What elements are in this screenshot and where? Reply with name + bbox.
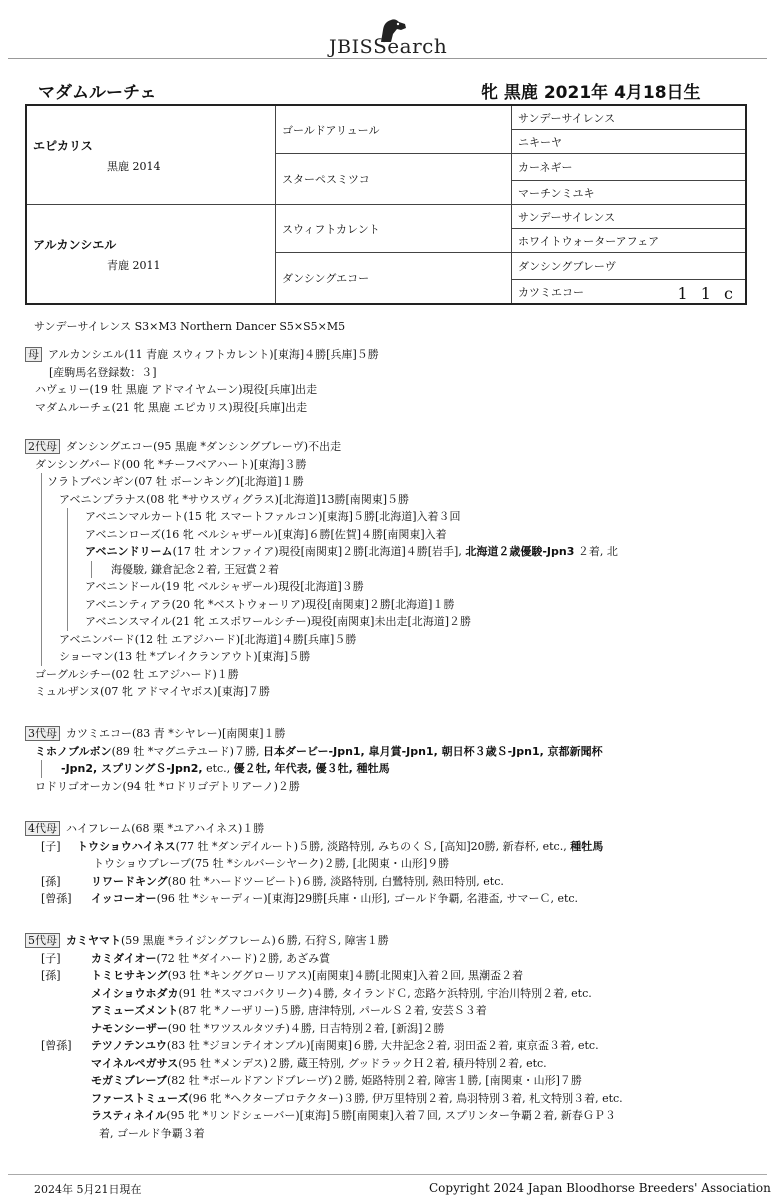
- section-tag: 3代母: [25, 726, 60, 741]
- sire-sire-dam[interactable]: ニキーヤ: [512, 130, 747, 154]
- horse-link[interactable]: ファーストミューズ: [91, 1091, 189, 1105]
- family-row: ナモンシーザー(90 牡 *ワツスルタツチ)４勝, 日吉特別２着, [新潟]２勝: [91, 1021, 445, 1035]
- footer-rule: [8, 1174, 767, 1175]
- family-row: マイネルペガサス(95 牡 *メンデス)２勝, 蔵王特別, グッドラックＨ２着, 積丹特別２着, etc.: [91, 1056, 547, 1070]
- horse-info: 牝 黒鹿 2021年 4月18日生: [481, 83, 701, 103]
- logo-text: [329, 34, 447, 58]
- dam-dam[interactable]: ダンシングエコー: [276, 253, 512, 305]
- dam-line: ダンシングエコー(95 黒鹿 *ダンシングブレーヴ)不出走: [66, 440, 342, 453]
- horse-link[interactable]: ミホノブルボン: [35, 744, 112, 758]
- section-tag: 母: [25, 347, 42, 362]
- family-row: ゴーグルシチー(02 牡 エアジハード)１勝: [35, 667, 239, 681]
- horse-link[interactable]: アベニンドリーム: [85, 545, 173, 558]
- dam-sire-sire[interactable]: サンデーサイレンス: [512, 205, 747, 229]
- horse-link[interactable]: トミヒサキング: [91, 969, 168, 982]
- family-row: ショーマン(13 牡 *ブレイクランアウト)[東海]５勝: [25, 648, 765, 666]
- family-row: メイショウホダカ(91 牡 *スマコバクリーク)４勝, タイランドＣ, 恋路ケ浜特別, 宇治川特別２着, etc.: [91, 986, 592, 1000]
- section-tag: 4代母: [25, 821, 60, 836]
- family-row: ラスティネイル(95 牝 *リンドシェーバー)[東海]５勝[南関東]入着７回, スプリンター争覇２着, 新春ＧＰ３: [91, 1109, 616, 1122]
- family-row: ダンシングバード(00 牝 *チーフベアハート)[東海]３勝: [35, 457, 307, 471]
- dam-sub: 青鹿 2011: [107, 258, 161, 272]
- dam-dam-dam[interactable]: カツミエコー: [518, 285, 584, 299]
- horse-link[interactable]: モガミブレーブ: [91, 1074, 168, 1087]
- family-row: [曾孫] イッコーオー(96 牡 *シャーディー)[東海]29勝[兵庫・山形], ゴールド争覇, 名港盃, サマーＣ, etc.: [41, 892, 579, 905]
- sire-cell: [26, 105, 276, 205]
- logo-suffix: Search: [373, 34, 448, 58]
- family-row: ミュルザンヌ(07 牝 アドマイヤボス)[東海]７勝: [35, 685, 271, 698]
- family-number: 1 1 c: [677, 283, 737, 303]
- section-tag: 2代母: [25, 439, 60, 454]
- horse-link[interactable]: ラスティネイル: [91, 1109, 167, 1122]
- horse-link[interactable]: カミヤマト: [66, 934, 121, 947]
- family-row: ソラトブペンギン(07 牡 ボーンキング)[北海道]１勝: [25, 473, 765, 491]
- family-row-cont: 海優駿, 鎌倉記念２着, 王冠賞２着: [25, 561, 765, 579]
- family-row: アミューズメント(87 牝 *ノーザリー)５勝, 唐津特別, パールＳ２着, 安芸Ｓ３着: [91, 1004, 487, 1017]
- copyright: Copyright 2024 Japan Bloodhorse Breeders' Association: [429, 1181, 771, 1195]
- inbreeding-line: サンデーサイレンス S3×M3 Northern Dancer S5×S5×M5: [34, 320, 346, 333]
- section-3rd-dam: [25, 725, 765, 795]
- offspring-row: ハヴェリー(19 牡 黒鹿 アドマイヤムーン)現役[兵庫]出走: [35, 383, 318, 396]
- horse-link[interactable]: メイショウホダカ: [91, 986, 179, 1000]
- sire-dam-sire[interactable]: カーネギー: [512, 154, 747, 181]
- sire-dam-dam[interactable]: マーチンミユキ: [512, 181, 747, 205]
- sire-sire[interactable]: ゴールドアリュール: [276, 105, 512, 154]
- family-row: アベニンローズ(16 牝 ベルシャザール)[東海]６勝[佐賀]４勝[南関東]入着: [25, 526, 765, 544]
- family-row: モガミブレーブ(82 牡 *ボールドアンドブレーヴ)２勝, 姫路特別２着, 障害１勝, [南関東・山形]７勝: [91, 1074, 582, 1087]
- as-of-date: 2024年 5月21日現在: [34, 1183, 142, 1196]
- dam-cell: [26, 205, 276, 305]
- family-row: トウショウブレーブ(75 牡 *シルバーシヤーク)２勝, [北関東・山形]９勝: [93, 857, 450, 870]
- horse-link[interactable]: アミューズメント: [91, 1004, 179, 1017]
- section-dam: [25, 346, 765, 416]
- dam-line: ハイフレーム(68 栗 *ユアハイネス)１勝: [66, 822, 265, 835]
- dam-dam-dam-cell: [512, 280, 747, 305]
- logo-prefix: JBIS: [329, 36, 374, 58]
- dam-line: アルカンシエル(11 青鹿 スウィフトカレント)[東海]４勝[兵庫]５勝: [48, 348, 379, 361]
- sire-name[interactable]: エピカリス: [33, 138, 93, 153]
- family-row-highlight: アベニンドリーム(17 牡 オンファイア)現役[南関東]２勝[北海道]４勝[岩手], 北海道２歳優駿-Jpn3 ２着, 北: [25, 543, 765, 561]
- section-2nd-dam: [25, 438, 765, 701]
- sire-sub: 黒鹿 2014: [107, 159, 161, 173]
- sire-dam[interactable]: スターペスミツコ: [276, 154, 512, 205]
- dam-name[interactable]: アルカンシエル: [33, 237, 117, 252]
- family-row: アベニンティアラ(20 牝 *ベストウォーリア)現役[南関東]２勝[北海道]１勝: [25, 596, 765, 614]
- family-row: アベニンドール(19 牝 ベルシャザール)現役[北海道]３勝: [25, 578, 765, 596]
- family-row: [子] カミダイオー(72 牡 *ダイハード)２勝, あざみ賞: [41, 951, 331, 965]
- horse-link[interactable]: ナモンシーザー: [91, 1021, 168, 1035]
- offspring-count: [産駒馬名登録数：３]: [49, 365, 157, 379]
- dam-line: カツミエコー(83 青 *シヤレー)[南関東]１勝: [66, 727, 286, 740]
- header-rule: [8, 58, 767, 59]
- section-5th-dam: 5代母 カミヤマト(59 黒鹿 *ライジングフレーム)６勝, 石狩Ｓ, 障害１勝 [子] カミダイオー(72 牡 *ダイハード)２勝, あざみ賞 [孫] トミヒサキング(93 牡 *キンググローリアス)[南関東]４勝[北関東]入着２回, 黒潮盃２着 メイショウホダカ(91 牡 *スマコバクリーク)４勝, タイランドＣ, 恋路ケ浜特別, 宇治川特別２着, etc. アミューズメント(87 牝 *ノーザリー)５勝, 唐津特別, パールＳ２着, 安芸Ｓ３着 ナモンシーザー(90 牡 *ワツスルタツチ)４勝, 日吉特別２着, [新潟]２勝 [曾孫] テツノテンユウ(83 牡 *ジヨンテイオンブル)[南関東]６勝, 大井記念２着, 羽田盃２着, 東京盃３着, etc. マイネルペガサス(95 牡 *メンデス)２勝, 蔵王特別, グッドラックＨ２着, 積丹特別２着, etc. モガミブレーブ(82 牡 *ボールドアンドブレーヴ)２勝, 姫路特別２着, 障害１勝, [南関東・山形]７勝 ファーストミューズ(96 牝 *ヘクタープロテクター)３勝, 伊万里特別２着, 鳥羽特別３着, 札文特別３着, etc. ラスティネイル(95 牝 *リンドシェーバー)[東海]５勝[南関東]入着７回, スプリンター争覇２着, 新春ＧＰ３ 着, ゴールド争覇３着: [25, 932, 765, 1142]
- family-row: アベニンバード(12 牡 エアジハード)[北海道]４勝[兵庫]５勝: [25, 631, 765, 649]
- section-4th-dam: [25, 820, 765, 908]
- dam-dam-sire[interactable]: ダンシングブレーヴ: [512, 253, 747, 280]
- family-row: [孫] トミヒサキング(93 牡 *キンググローリアス)[南関東]４勝[北関東]入着２回, 黒潮盃２着: [41, 969, 524, 982]
- sire-sire-sire[interactable]: サンデーサイレンス: [512, 105, 747, 130]
- horse-link[interactable]: イッコーオー: [91, 892, 157, 905]
- family-row: アベニンマルカート(15 牝 スマートファルコン)[東海]５勝[北海道]入着３回: [25, 508, 765, 526]
- family-row-cont: 着, ゴールド争覇３着: [99, 1126, 205, 1140]
- horse-link[interactable]: トウショウハイネス: [77, 839, 176, 853]
- family-row: [子] トウショウハイネス(77 牡 *ダンデイルート)５勝, 淡路特別, みちのくＳ, [高知]20勝, 新春杯, etc., 種牡馬: [41, 839, 604, 853]
- family-row: [曾孫] テツノテンユウ(83 牡 *ジヨンテイオンブル)[南関東]６勝, 大井記念２着, 羽田盃２着, 東京盃３着, etc.: [41, 1039, 599, 1052]
- horse-link[interactable]: リワードキング: [91, 874, 168, 888]
- family-row: アベニンスマイル(21 牝 エスポワールシチー)現役[南関東]未出走[北海道]２勝: [25, 613, 765, 631]
- family-row-highlight: ミホノブルボン(89 牡 *マグニテユード)７勝, 日本ダービー-Jpn1, 皐月賞-Jpn1, 朝日杯３歳Ｓ-Jpn1, 京都新聞杯: [35, 744, 603, 758]
- family-row: ロドリゴオーカン(94 牡 *ロドリゴデトリアーノ)２勝: [35, 779, 300, 793]
- horse-link[interactable]: テツノテンユウ: [91, 1039, 167, 1052]
- family-row-cont: -Jpn2, スプリングＳ-Jpn2, etc., 優２牡, 年代表, 優３牡, 種牡馬: [25, 760, 765, 778]
- family-row: ファーストミューズ(96 牝 *ヘクタープロテクター)３勝, 伊万里特別２着, 鳥羽特別３着, 札文特別３着, etc.: [91, 1091, 623, 1105]
- offspring-row: マダムルーチェ(21 牝 黒鹿 エピカリス)現役[兵庫]出走: [35, 400, 308, 414]
- horse-link[interactable]: カミダイオー: [91, 951, 157, 965]
- jbis-logo[interactable]: [0, 6, 775, 56]
- dam-sire-dam[interactable]: ホワイトウォーターアフェア: [512, 229, 747, 253]
- family-row: [孫] リワードキング(80 牡 *ハードツービート)６勝, 淡路特別, 白鷺特別, 熱田特別, etc.: [41, 874, 504, 888]
- dam-sire[interactable]: スウィフトカレント: [276, 205, 512, 253]
- horse-name: マダムルーチェ: [38, 83, 157, 103]
- family-row: アベニンプラナス(08 牝 *サウスヴィグラス)[北海道]13勝[南関東]５勝: [25, 491, 765, 509]
- horse-link[interactable]: マイネルペガサス: [91, 1056, 179, 1070]
- pedigree-table: [25, 104, 747, 305]
- section-tag: 5代母: [25, 933, 60, 948]
